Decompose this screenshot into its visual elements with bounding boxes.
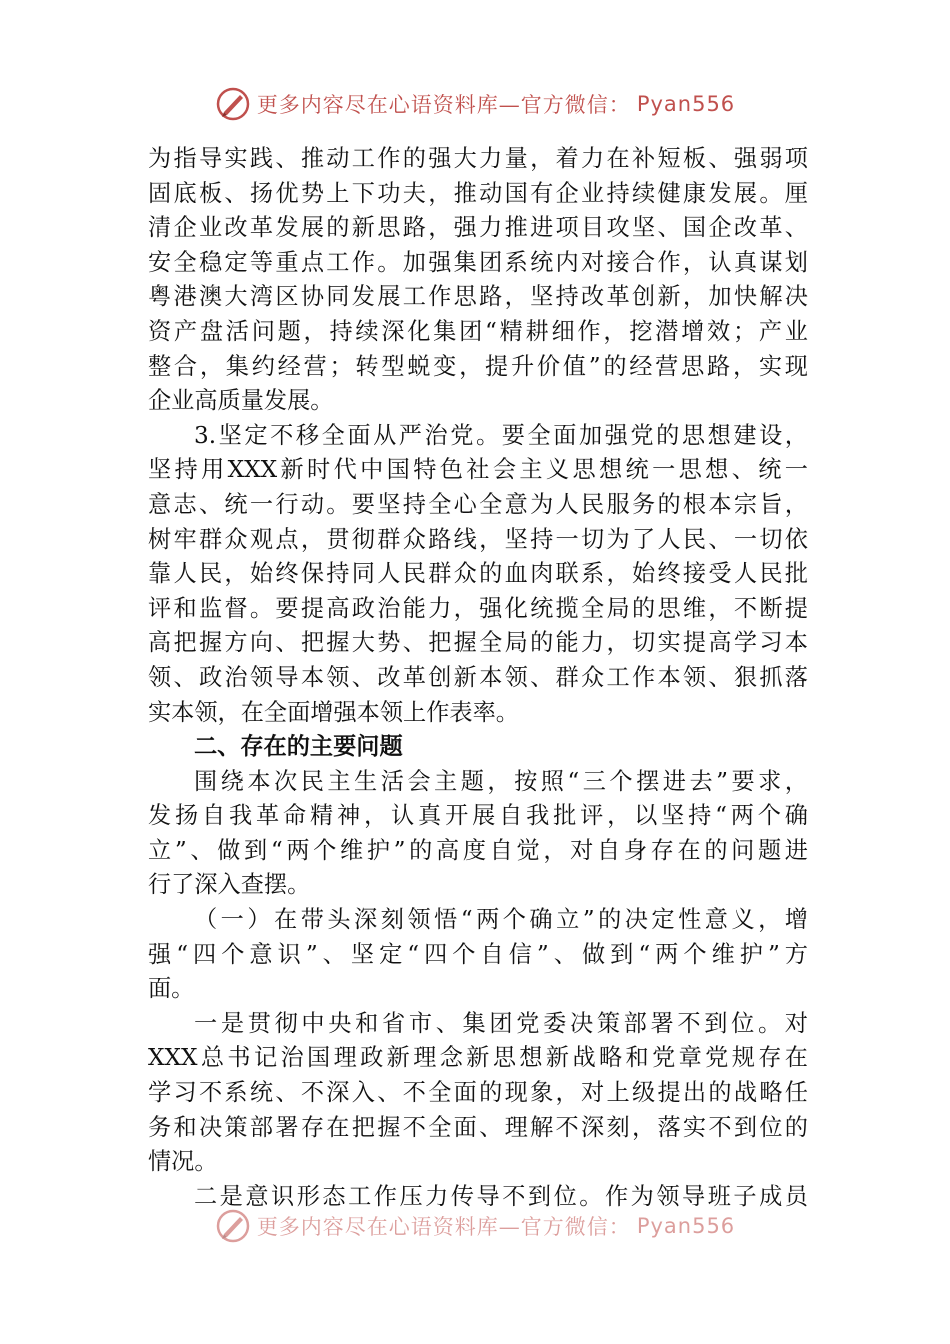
pen-logo-icon — [215, 86, 251, 122]
text-line: 企业高质量发展。 — [148, 387, 334, 415]
text-line: 坚持用XXX新时代中国特色社会主义思想统一思想、统一 — [148, 456, 808, 484]
text-line: 固底板、扬优势上下功夫，推动国有企业持续健康发展。厘 — [148, 179, 808, 207]
text-line: 高把握方向、把握大势、把握全局的能力，切实提高学习本 — [148, 629, 808, 657]
text-line: 强“四个意识”、坚定“四个自信”、做到“两个维护”方 — [148, 940, 808, 968]
text-line: XXX总书记治国理政新理念新思想新战略和党章党规存在 — [148, 1044, 808, 1072]
text-line: 一是贯彻中央和省市、集团党委决策部署不到位。对 — [194, 1009, 808, 1037]
text-line: 面。 — [148, 975, 195, 1003]
text-line: 粤港澳大湾区协同发展工作思路，坚持改革创新，加快解决 — [148, 283, 808, 311]
watermark-id: Pyan556 — [636, 1214, 736, 1238]
watermark-text: 更多内容尽在心语资料库—官方微信： — [256, 93, 631, 117]
text-line: 树牢群众观点，贯彻群众路线，坚持一切为了人民、一切依 — [148, 525, 808, 553]
text-line: 资产盘活问题，持续深化集团“精耕细作，挖潜增效；产业 — [148, 317, 808, 345]
text-line: 靠人民，始终保持同人民群众的血肉联系，始终接受人民批 — [148, 560, 808, 588]
text-line: 实本领，在全面增强本领上作表率。 — [148, 698, 519, 726]
text-line: 整合，集约经营；转型蜕变，提升价值”的经营思路，实现 — [148, 352, 808, 380]
text-line: 领、政治领导本领、改革创新本领、群众工作本领、狠抓落 — [148, 663, 808, 691]
text-line: （一）在带头深刻领悟“两个确立”的决定性意义，增 — [194, 906, 808, 934]
text-line: 为指导实践、推动工作的强大力量，着力在补短板、强弱项 — [148, 145, 808, 172]
text-line: 围绕本次民主生活会主题，按照“三个摆进去”要求， — [194, 767, 808, 795]
watermark-text: 更多内容尽在心语资料库—官方微信： — [256, 1215, 631, 1239]
text-line: 3.坚定不移全面从严治党。要全面加强党的思想建设， — [194, 421, 808, 449]
header-watermark — [0, 84, 950, 124]
text-line: 清企业改革发展的新思路，强力推进项目攻坚、国企改革、 — [148, 214, 808, 242]
section-heading: 二、存在的主要问题 — [194, 733, 403, 761]
text-line: 学习不系统、不深入、不全面的现象，对上级提出的战略任 — [148, 1079, 808, 1107]
text-line: 务和决策部署存在把握不全面、理解不深刻，落实不到位的 — [148, 1113, 808, 1141]
pen-logo-icon — [215, 1208, 251, 1244]
text-line: 安全稳定等重点工作。加强集团系统内对接合作，认真谋划 — [148, 248, 808, 276]
text-line: 发扬自我革命精神，认真开展自我批评，以坚持“两个确 — [148, 802, 808, 830]
text-line: 二是意识形态工作压力传导不到位。作为领导班子成员 — [194, 1182, 808, 1210]
text-line: 评和监督。要提高政治能力，强化统揽全局的思维，不断提 — [148, 594, 808, 622]
text-line: 行了深入查摆。 — [148, 871, 311, 899]
watermark-id: Pyan556 — [636, 92, 736, 116]
document-body — [148, 142, 808, 1214]
text-line: 立”、做到“两个维护”的高度自觉，对自身存在的问题进 — [148, 836, 808, 864]
text-line: 意志、统一行动。要坚持全心全意为人民服务的根本宗旨， — [148, 490, 808, 518]
footer-watermark — [0, 1206, 950, 1246]
text-line: 情况。 — [148, 1148, 218, 1176]
